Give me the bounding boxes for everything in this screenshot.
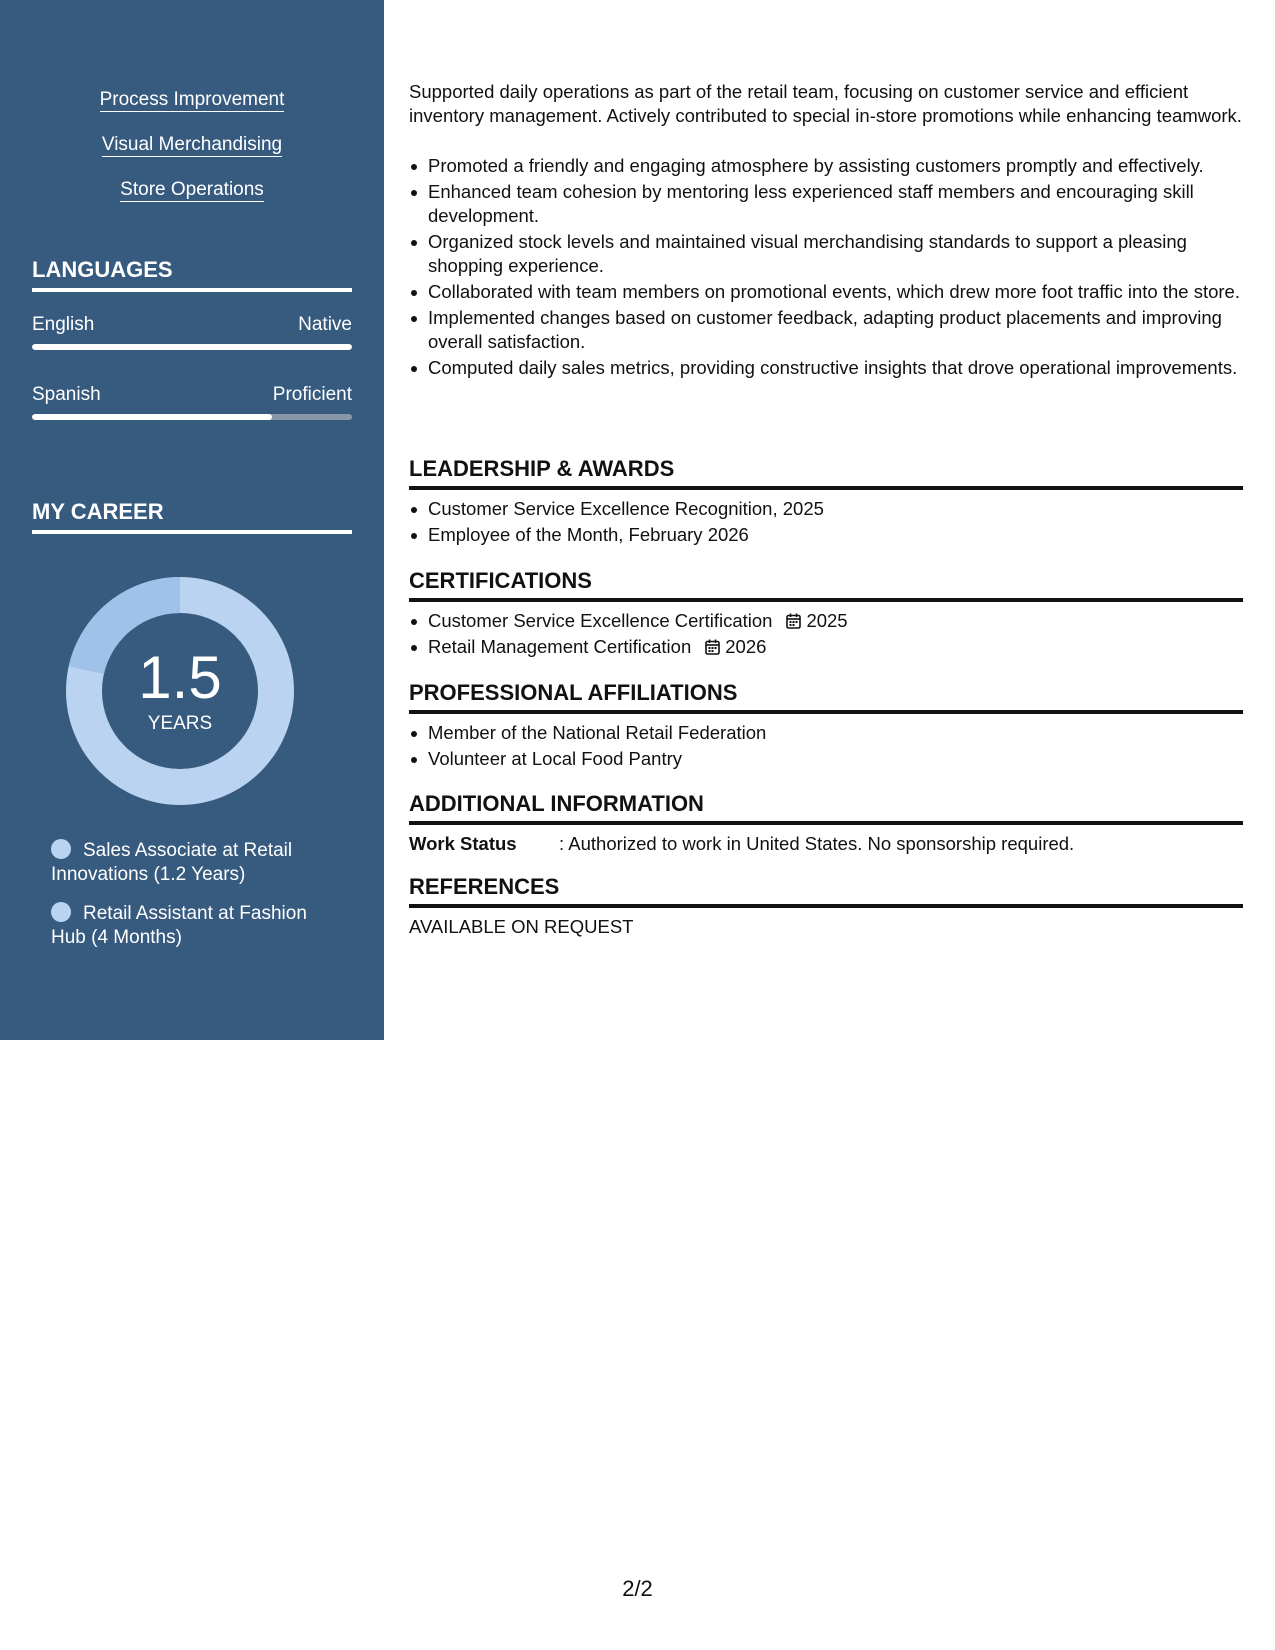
skill-item: Process Improvement (99, 89, 285, 110)
calendar-icon (786, 613, 801, 629)
list-item: Customer Service Excellence Recognition, 2025 (409, 497, 1243, 521)
leadership-heading: LEADERSHIP & AWARDS (409, 455, 1243, 490)
affiliations-heading: PROFESSIONAL AFFILIATIONS (409, 679, 1243, 714)
list-item: Retail Management Certification 2026 (409, 635, 1243, 659)
work-status-label: Work Status (409, 833, 517, 854)
work-status-value: : Authorized to work in United States. No sponsorship required. (559, 833, 1075, 854)
list-item: Collaborated with team members on promotional events, which drew more foot traffic into the store. (409, 280, 1243, 304)
list-item: Implemented changes based on customer feedback, adapting product placements and improving overall satisfaction. (409, 306, 1243, 354)
language-proficiency-bar (32, 344, 352, 350)
list-item: Member of the National Retail Federation (409, 721, 1243, 745)
list-item: Promoted a friendly and engaging atmosphere by assisting customers promptly and effectively. (409, 154, 1243, 178)
experience-summary: Supported daily operations as part of the retail team, focusing on customer service and efficient inventory management. Actively contributed to special in-store promotions while enhancing teamwork. (409, 81, 1242, 126)
career-total-value: 1.5 (138, 644, 222, 711)
career-total-unit: YEARS (147, 713, 213, 734)
sidebar (0, 0, 384, 1040)
work-status-row (409, 832, 1243, 856)
career-dot-icon (51, 839, 71, 859)
career-item: Retail Assistant at Fashion Hub (4 Months) (51, 903, 307, 948)
languages-heading: LANGUAGES (32, 256, 352, 292)
affiliations-list (409, 721, 1243, 773)
career-heading: MY CAREER (32, 498, 352, 534)
language-row (32, 383, 352, 407)
language-row (32, 313, 352, 337)
leadership-list (409, 497, 1243, 549)
language-proficiency-fill (32, 344, 352, 350)
page-number: 2/2 (622, 1576, 653, 1601)
references-value: AVAILABLE ON REQUEST (409, 916, 634, 937)
list-item: Organized stock levels and maintained visual merchandising standards to support a pleasing shopping experience. (409, 230, 1243, 278)
skill-item: Store Operations (120, 179, 264, 200)
skill-item: Visual Merchandising (101, 134, 283, 155)
career-item: Sales Associate at Retail Innovations (1.2 Years) (51, 840, 293, 885)
calendar-icon (705, 639, 720, 655)
experience-bullets (409, 154, 1243, 382)
additional-info-heading: ADDITIONAL INFORMATION (409, 790, 1243, 825)
language-name: Spanish (32, 384, 101, 405)
language-proficiency-fill (32, 414, 272, 420)
references-heading: REFERENCES (409, 873, 1243, 908)
list-item: Customer Service Excellence Certification 2025 (409, 609, 1243, 633)
language-level: Native (298, 314, 352, 335)
certifications-list (409, 609, 1243, 661)
career-dot-icon (51, 902, 71, 922)
list-item: Enhanced team cohesion by mentoring less experienced staff members and encouraging skill development. (409, 180, 1243, 228)
list-item: Employee of the Month, February 2026 (409, 523, 1243, 547)
list-item: Volunteer at Local Food Pantry (409, 747, 1243, 771)
language-name: English (32, 314, 95, 335)
language-proficiency-bar (32, 414, 352, 420)
list-item: Computed daily sales metrics, providing constructive insights that drove operational improvements. (409, 356, 1243, 380)
language-level: Proficient (272, 384, 352, 405)
certifications-heading: CERTIFICATIONS (409, 567, 1243, 602)
